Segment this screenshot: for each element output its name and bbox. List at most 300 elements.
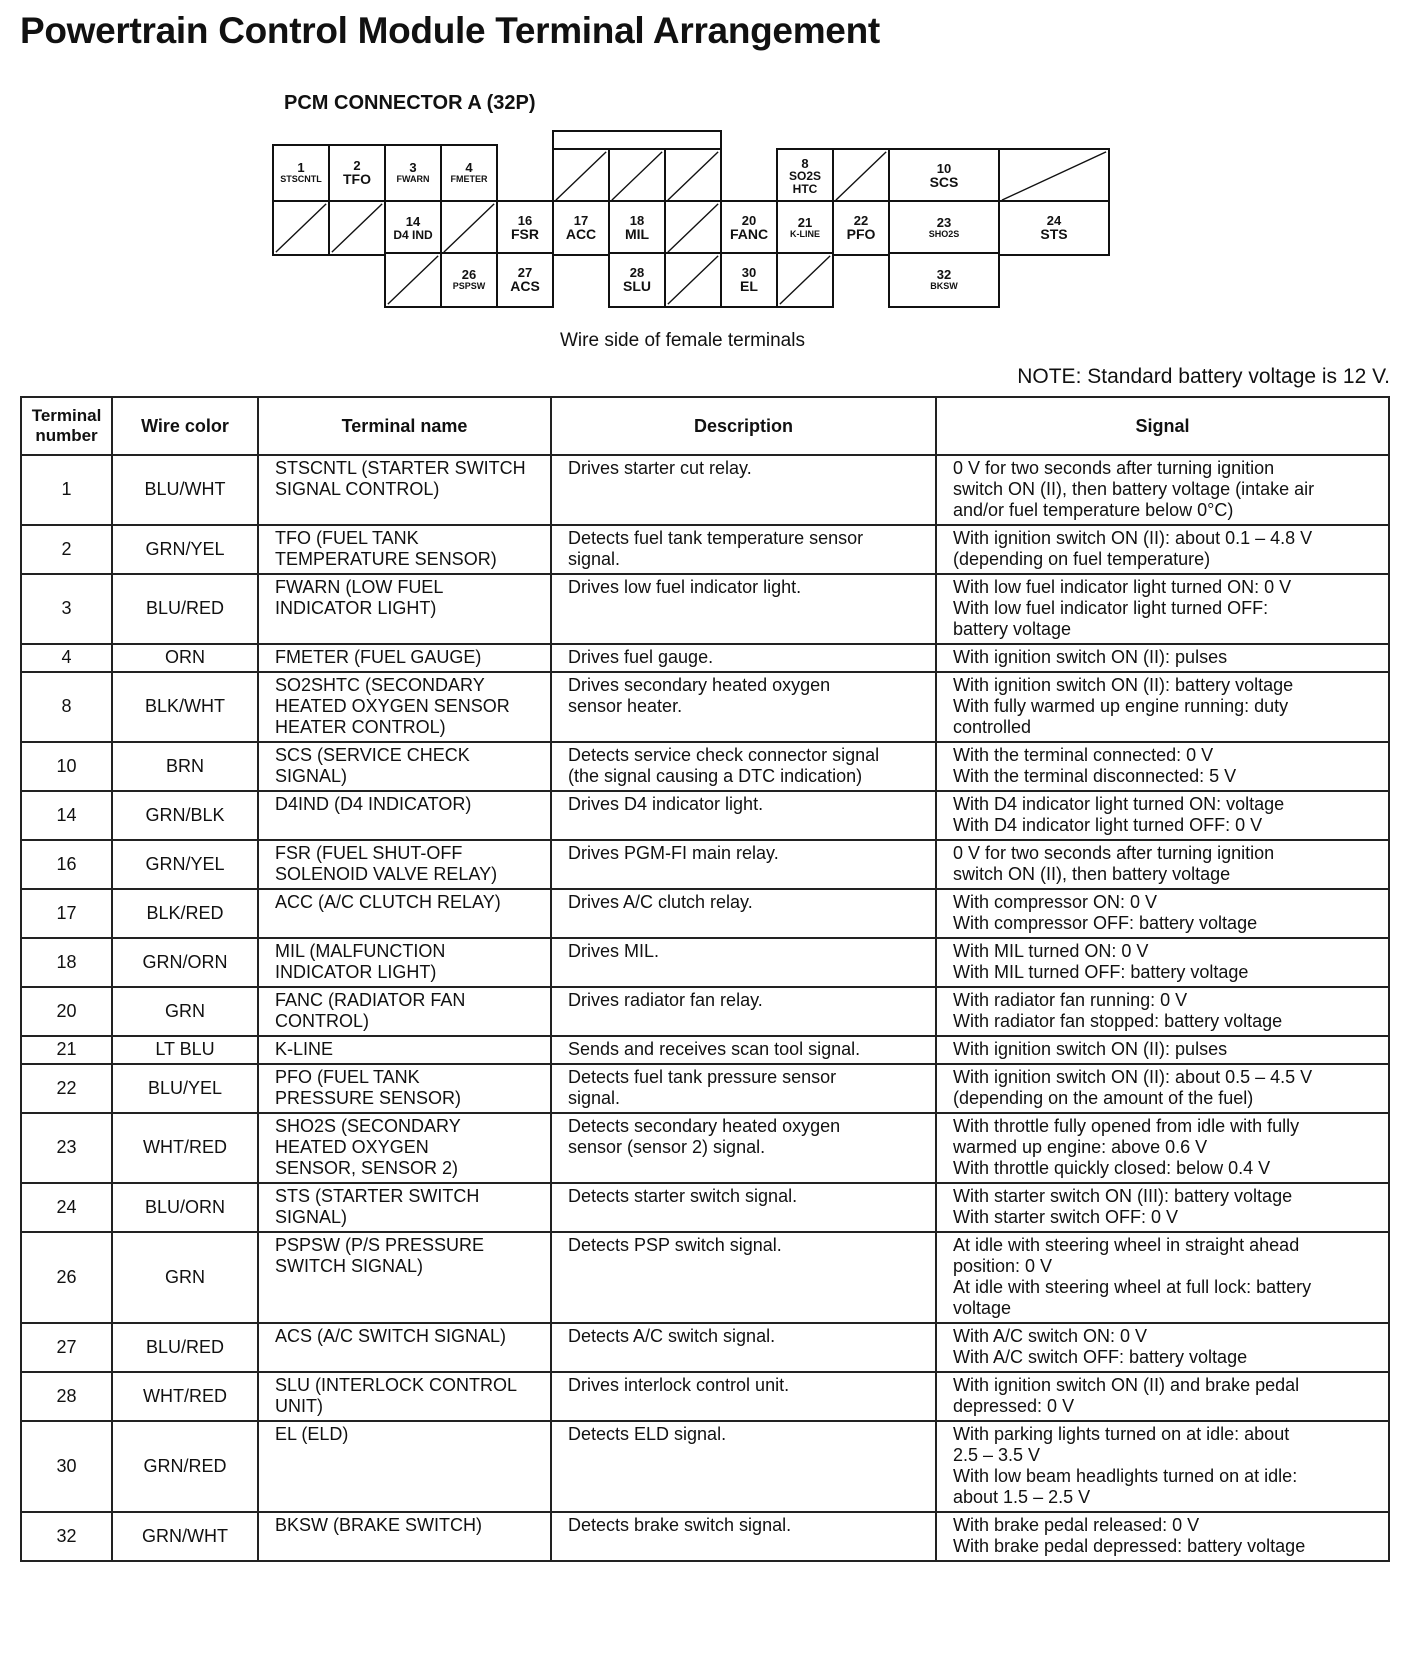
table-row	[21, 574, 1389, 644]
terminal-number-cell: 22	[21, 1064, 112, 1113]
text-line: Detects A/C switch signal.	[568, 1326, 776, 1346]
connector-cell	[888, 252, 1000, 308]
signal-cell	[936, 644, 1389, 672]
connector-cell	[384, 200, 442, 256]
text-line: Detects ELD signal.	[568, 1424, 727, 1444]
description-cell	[551, 987, 936, 1036]
terminal-name-cell	[258, 1512, 551, 1561]
table-row	[21, 1232, 1389, 1323]
terminal-number-cell: 32	[21, 1512, 112, 1561]
table-row	[21, 1183, 1389, 1232]
text-line: Drives MIL.	[568, 941, 660, 961]
text-line: Drives low fuel indicator light.	[568, 577, 802, 597]
connector-housing-tab	[552, 130, 722, 150]
wire-color-cell: GRN/WHT	[112, 1512, 258, 1561]
signal-cell	[936, 1323, 1389, 1372]
cell-number: 30	[741, 264, 757, 280]
table-row	[21, 1421, 1389, 1512]
text-line: ACS (A/C SWITCH SIGNAL)	[275, 1326, 507, 1346]
connector-cell-empty	[440, 200, 498, 256]
terminal-number-cell: 20	[21, 987, 112, 1036]
signal-cell	[936, 1232, 1389, 1323]
terminal-number-cell: 30	[21, 1421, 112, 1512]
text-line: SIGNAL)	[275, 766, 348, 786]
wire-color-cell: WHT/RED	[112, 1372, 258, 1421]
text-line: With D4 indicator light turned OFF: 0 V	[953, 815, 1263, 835]
text-line: With low beam headlights turned on at idle:	[953, 1466, 1298, 1486]
signal-cell	[936, 1064, 1389, 1113]
wire-color-cell: BRN	[112, 742, 258, 791]
text-line: Detects brake switch signal.	[568, 1515, 792, 1535]
text-line: MIL (MALFUNCTION	[275, 941, 446, 961]
text-line: With compressor ON: 0 V	[953, 892, 1158, 912]
cell-number: 1	[297, 160, 305, 176]
signal-cell	[936, 672, 1389, 742]
connector-cell	[720, 200, 778, 256]
text-line: FSR (FUEL SHUT-OFF	[275, 843, 463, 863]
text-line: FANC (RADIATOR FAN	[275, 990, 466, 1010]
cell-number: 22	[853, 212, 869, 228]
description-cell	[551, 889, 936, 938]
text-line: With parking lights turned on at idle: about	[953, 1424, 1290, 1444]
text-line: SIGNAL CONTROL)	[275, 479, 440, 499]
connector-cell	[832, 200, 890, 256]
terminal-number-cell: 1	[21, 455, 112, 525]
text-line: TEMPERATURE SENSOR)	[275, 549, 497, 569]
connector-cell	[440, 144, 498, 202]
cell-label: FANC	[729, 226, 769, 243]
cell-number: 21	[797, 215, 813, 231]
text-line: SOLENOID VALVE RELAY)	[275, 864, 498, 884]
cell-number: 23	[936, 215, 952, 231]
text-line: Drives D4 indicator light.	[568, 794, 764, 814]
wire-color-cell: BLU/ORN	[112, 1183, 258, 1232]
terminal-name-cell	[258, 525, 551, 574]
text-line: sensor heater.	[568, 696, 683, 716]
connector-cell	[608, 200, 666, 256]
terminal-name-cell	[258, 1183, 551, 1232]
text-line: STSCNTL (STARTER SWITCH	[275, 458, 526, 478]
connector-cell	[384, 144, 442, 202]
text-line: depressed: 0 V	[953, 1396, 1075, 1416]
table-row	[21, 672, 1389, 742]
text-line: With A/C switch ON: 0 V	[953, 1326, 1148, 1346]
connector-cell	[552, 200, 610, 256]
description-cell	[551, 938, 936, 987]
text-line: PFO (FUEL TANK	[275, 1067, 420, 1087]
signal-cell	[936, 791, 1389, 840]
text-line: voltage	[953, 1298, 1012, 1318]
connector-cell	[440, 252, 498, 308]
cell-label: ACS	[510, 278, 540, 295]
description-cell	[551, 791, 936, 840]
text-line: Drives radiator fan relay.	[568, 990, 763, 1010]
terminal-name-cell	[258, 742, 551, 791]
signal-cell	[936, 525, 1389, 574]
signal-cell	[936, 1372, 1389, 1421]
connector-cell-empty	[832, 148, 890, 204]
text-line: CONTROL)	[275, 1011, 369, 1031]
text-line: With compressor OFF: battery voltage	[953, 913, 1258, 933]
text-line: Drives secondary heated oxygen	[568, 675, 831, 695]
connector-cell	[888, 200, 1000, 256]
table-header-row	[21, 397, 1389, 455]
text-line: position: 0 V	[953, 1256, 1053, 1276]
text-line: With MIL turned OFF: battery voltage	[953, 962, 1249, 982]
cell-label: STS	[1040, 226, 1068, 243]
column-header: Terminal number	[21, 397, 112, 455]
text-line: PRESSURE SENSOR)	[275, 1088, 462, 1108]
cell-number: 20	[741, 212, 757, 228]
table-row	[21, 840, 1389, 889]
connector-cell	[328, 144, 386, 202]
text-line: switch ON (II), then battery voltage (intake air	[953, 479, 1315, 499]
column-header: Terminal name	[258, 397, 551, 455]
text-line: 2.5 – 3.5 V	[953, 1445, 1041, 1465]
wire-color-cell: WHT/RED	[112, 1113, 258, 1183]
cell-number: 3	[409, 160, 417, 176]
text-line: about 1.5 – 2.5 V	[953, 1487, 1091, 1507]
wire-color-cell: BLU/YEL	[112, 1064, 258, 1113]
text-line: Drives A/C clutch relay.	[568, 892, 753, 912]
table-row	[21, 455, 1389, 525]
connector-cell-empty	[664, 200, 722, 256]
text-line: Detects service check connector signal	[568, 745, 880, 765]
connector-cell	[272, 144, 330, 202]
terminal-number-cell: 21	[21, 1036, 112, 1064]
text-line: (depending on the amount of the fuel)	[953, 1088, 1254, 1108]
cell-label: FMETER	[450, 174, 488, 185]
signal-cell	[936, 1036, 1389, 1064]
description-cell	[551, 1036, 936, 1064]
column-header: Wire color	[112, 397, 258, 455]
text-line: At idle with steering wheel at full lock: battery	[953, 1277, 1312, 1297]
connector-cell	[776, 200, 834, 256]
connector-cell-empty	[776, 252, 834, 308]
text-line: HEATED OXYGEN	[275, 1137, 429, 1157]
wire-color-cell: GRN/ORN	[112, 938, 258, 987]
terminal-name-cell	[258, 455, 551, 525]
connector-cell	[608, 252, 666, 308]
text-line: Drives starter cut relay.	[568, 458, 752, 478]
terminal-name-cell	[258, 987, 551, 1036]
description-cell	[551, 1064, 936, 1113]
cell-label: SO2S HTC	[788, 169, 821, 196]
wire-color-cell: GRN/BLK	[112, 791, 258, 840]
text-line: SHO2S (SECONDARY	[275, 1116, 461, 1136]
table-row	[21, 1512, 1389, 1561]
text-line: SCS (SERVICE CHECK	[275, 745, 470, 765]
text-line: With MIL turned ON: 0 V	[953, 941, 1149, 961]
text-line: warmed up engine: above 0.6 V	[953, 1137, 1208, 1157]
cell-number: 10	[936, 160, 952, 176]
cell-number: 14	[405, 213, 421, 229]
cell-number: 24	[1046, 212, 1062, 228]
terminal-name-cell	[258, 938, 551, 987]
description-cell	[551, 1323, 936, 1372]
terminal-name-cell	[258, 1064, 551, 1113]
text-line: Sends and receives scan tool signal.	[568, 1039, 861, 1059]
terminal-number-cell: 26	[21, 1232, 112, 1323]
signal-cell	[936, 987, 1389, 1036]
connector-title: PCM CONNECTOR A (32P)	[284, 92, 536, 114]
description-cell	[551, 525, 936, 574]
wire-color-cell: BLU/RED	[112, 574, 258, 644]
terminal-name-cell	[258, 1372, 551, 1421]
wire-color-cell: GRN	[112, 987, 258, 1036]
text-line: Detects starter switch signal.	[568, 1186, 798, 1206]
description-cell	[551, 742, 936, 791]
connector-cell-empty	[664, 148, 722, 204]
text-line: With A/C switch OFF: battery voltage	[953, 1347, 1248, 1367]
wire-color-cell: BLU/RED	[112, 1323, 258, 1372]
connector-cell-empty	[552, 148, 610, 204]
text-line: PSPSW (P/S PRESSURE	[275, 1235, 485, 1255]
column-header: Signal	[936, 397, 1389, 455]
text-line: With radiator fan stopped: battery voltage	[953, 1011, 1283, 1031]
text-line: Drives fuel gauge.	[568, 647, 714, 667]
cell-label: PFO	[846, 226, 876, 243]
description-cell	[551, 644, 936, 672]
description-cell	[551, 1372, 936, 1421]
cell-number: 26	[461, 267, 477, 283]
description-cell	[551, 574, 936, 644]
text-line: With radiator fan running: 0 V	[953, 990, 1188, 1010]
cell-number: 2	[353, 157, 361, 173]
terminal-name-cell	[258, 1113, 551, 1183]
terminal-name-cell	[258, 644, 551, 672]
column-header: Description	[551, 397, 936, 455]
signal-cell	[936, 742, 1389, 791]
description-cell	[551, 1512, 936, 1561]
connector-cell	[998, 200, 1110, 256]
terminal-number-cell: 10	[21, 742, 112, 791]
terminal-number-cell: 18	[21, 938, 112, 987]
signal-cell	[936, 840, 1389, 889]
page-title: Powertrain Control Module Terminal Arrangement	[20, 10, 880, 51]
text-line: D4IND (D4 INDICATOR)	[275, 794, 472, 814]
text-line: FMETER (FUEL GAUGE)	[275, 647, 482, 667]
cell-label: STSCNTL	[280, 174, 322, 185]
cell-label: SLU	[623, 278, 651, 295]
text-line: SIGNAL)	[275, 1207, 348, 1227]
wire-color-cell: GRN/YEL	[112, 840, 258, 889]
text-line: signal.	[568, 549, 621, 569]
terminal-number-cell: 2	[21, 525, 112, 574]
text-line: controlled	[953, 717, 1032, 737]
cell-number: 28	[629, 264, 645, 280]
text-line: HEATER CONTROL)	[275, 717, 446, 737]
text-line: With low fuel indicator light turned OFF:	[953, 598, 1269, 618]
signal-cell	[936, 1421, 1389, 1512]
text-line: SWITCH SIGNAL)	[275, 1256, 424, 1276]
signal-cell	[936, 938, 1389, 987]
terminal-number-cell: 24	[21, 1183, 112, 1232]
description-cell	[551, 1232, 936, 1323]
terminal-table	[20, 396, 1390, 1562]
cell-label: K-LINE	[790, 229, 820, 240]
text-line: With the terminal connected: 0 V	[953, 745, 1214, 765]
connector-cell-empty	[384, 252, 442, 308]
cell-number: 27	[517, 264, 533, 280]
text-line: With ignition switch ON (II): battery voltage	[953, 675, 1294, 695]
text-line: STS (STARTER SWITCH	[275, 1186, 480, 1206]
signal-cell	[936, 1113, 1389, 1183]
terminal-name-cell	[258, 1323, 551, 1372]
signal-cell	[936, 455, 1389, 525]
table-row	[21, 742, 1389, 791]
table-row	[21, 987, 1389, 1036]
terminal-number-cell: 3	[21, 574, 112, 644]
cell-number: 17	[573, 212, 589, 228]
text-line: INDICATOR LIGHT)	[275, 962, 437, 982]
text-line: With D4 indicator light turned ON: voltage	[953, 794, 1285, 814]
wire-color-cell: BLK/WHT	[112, 672, 258, 742]
cell-number: 18	[629, 212, 645, 228]
wire-color-cell: GRN/YEL	[112, 525, 258, 574]
signal-cell	[936, 574, 1389, 644]
text-line: K-LINE	[275, 1039, 334, 1059]
description-cell	[551, 1113, 936, 1183]
text-line: signal.	[568, 1088, 621, 1108]
signal-cell	[936, 1512, 1389, 1561]
text-line: With starter switch ON (III): battery voltage	[953, 1186, 1293, 1206]
description-cell	[551, 840, 936, 889]
text-line: With ignition switch ON (II) and brake pedal	[953, 1375, 1300, 1395]
text-line: FWARN (LOW FUEL	[275, 577, 444, 597]
text-line: Detects secondary heated oxygen	[568, 1116, 841, 1136]
signal-cell	[936, 889, 1389, 938]
wire-color-cell: GRN	[112, 1232, 258, 1323]
connector-cell	[776, 148, 834, 204]
text-line: and/or fuel temperature below 0°C)	[953, 500, 1234, 520]
terminal-name-cell	[258, 1421, 551, 1512]
cell-number: 4	[465, 160, 473, 176]
wire-color-cell: ORN	[112, 644, 258, 672]
text-line: TFO (FUEL TANK	[275, 528, 419, 548]
table-row	[21, 1064, 1389, 1113]
cell-number: 8	[801, 155, 809, 171]
text-line: HEATED OXYGEN SENSOR	[275, 696, 510, 716]
text-line: SLU (INTERLOCK CONTROL	[275, 1375, 518, 1395]
text-line: Drives interlock control unit.	[568, 1375, 790, 1395]
wire-color-cell: BLK/RED	[112, 889, 258, 938]
cell-label: FWARN	[396, 174, 430, 185]
text-line: sensor (sensor 2) signal.	[568, 1137, 766, 1157]
terminal-name-cell	[258, 672, 551, 742]
text-line: With ignition switch ON (II): about 0.5 – 4.5 V	[953, 1067, 1313, 1087]
text-line: Drives PGM-FI main relay.	[568, 843, 779, 863]
connector-cell-empty	[328, 200, 386, 256]
text-line: With ignition switch ON (II): pulses	[953, 647, 1228, 667]
terminal-name-cell	[258, 840, 551, 889]
text-line: With fully warmed up engine running: duty	[953, 696, 1289, 716]
cell-label: ACC	[565, 226, 597, 243]
cell-label: TFO	[343, 171, 371, 188]
description-cell	[551, 455, 936, 525]
table-row	[21, 889, 1389, 938]
wire-color-cell: GRN/RED	[112, 1421, 258, 1512]
connector-cell	[496, 200, 554, 256]
text-line: With ignition switch ON (II): about 0.1 – 4.8 V	[953, 528, 1313, 548]
connector-cell-empty	[272, 200, 330, 256]
connector-cell-empty	[998, 148, 1110, 204]
wire-color-cell: LT BLU	[112, 1036, 258, 1064]
description-cell	[551, 1421, 936, 1512]
text-line: Detects fuel tank pressure sensor	[568, 1067, 837, 1087]
table-row	[21, 644, 1389, 672]
connector-cell	[720, 252, 778, 308]
terminal-number-cell: 4	[21, 644, 112, 672]
text-line: INDICATOR LIGHT)	[275, 598, 437, 618]
text-line: With brake pedal released: 0 V	[953, 1515, 1200, 1535]
text-line: battery voltage	[953, 619, 1072, 639]
terminal-name-cell	[258, 574, 551, 644]
terminal-name-cell	[258, 791, 551, 840]
text-line: SENSOR, SENSOR 2)	[275, 1158, 459, 1178]
text-line: With ignition switch ON (II): pulses	[953, 1039, 1228, 1059]
terminal-name-cell	[258, 1232, 551, 1323]
connector-cell	[496, 252, 554, 308]
table-row	[21, 1113, 1389, 1183]
table-row	[21, 1323, 1389, 1372]
text-line: 0 V for two seconds after turning ignition	[953, 458, 1275, 478]
cell-label: BKSW	[930, 281, 958, 292]
terminal-name-cell	[258, 889, 551, 938]
connector-cell	[888, 148, 1000, 204]
table-row	[21, 1036, 1389, 1064]
text-line: EL (ELD)	[275, 1424, 349, 1444]
cell-label: SHO2S	[928, 229, 960, 240]
text-line: At idle with steering wheel in straight ahead	[953, 1235, 1300, 1255]
terminal-number-cell: 8	[21, 672, 112, 742]
terminal-number-cell: 23	[21, 1113, 112, 1183]
text-line: With brake pedal depressed: battery voltage	[953, 1536, 1306, 1556]
text-line: UNIT)	[275, 1396, 323, 1416]
text-line: With throttle quickly closed: below 0.4 V	[953, 1158, 1271, 1178]
text-line: SO2SHTC (SECONDARY	[275, 675, 485, 695]
text-line: ACC (A/C CLUTCH RELAY)	[275, 892, 501, 912]
cell-label: SCS	[929, 174, 959, 191]
cell-label: PSPSW	[452, 281, 486, 292]
table-row	[21, 525, 1389, 574]
text-line: 0 V for two seconds after turning ignition	[953, 843, 1275, 863]
text-line: With low fuel indicator light turned ON: 0 V	[953, 577, 1292, 597]
cell-number: 16	[517, 212, 533, 228]
terminal-number-cell: 27	[21, 1323, 112, 1372]
text-line: Detects PSP switch signal.	[568, 1235, 782, 1255]
cell-label: EL	[740, 278, 758, 295]
connector-caption: Wire side of female terminals	[560, 330, 805, 351]
table-row	[21, 938, 1389, 987]
text-line: switch ON (II), then battery voltage	[953, 864, 1231, 884]
cell-label: FSR	[511, 226, 539, 243]
signal-cell	[936, 1183, 1389, 1232]
text-line: With starter switch OFF: 0 V	[953, 1207, 1179, 1227]
terminal-name-cell	[258, 1036, 551, 1064]
cell-label: MIL	[624, 226, 650, 243]
cell-label: D4 IND	[393, 227, 433, 242]
connector-cell-empty	[608, 148, 666, 204]
terminal-number-cell: 28	[21, 1372, 112, 1421]
text-line: (the signal causing a DTC indication)	[568, 766, 863, 786]
table-row	[21, 1372, 1389, 1421]
description-cell	[551, 1183, 936, 1232]
table-row	[21, 791, 1389, 840]
description-cell	[551, 672, 936, 742]
terminal-number-cell: 14	[21, 791, 112, 840]
voltage-note: NOTE: Standard battery voltage is 12 V.	[1017, 365, 1390, 388]
